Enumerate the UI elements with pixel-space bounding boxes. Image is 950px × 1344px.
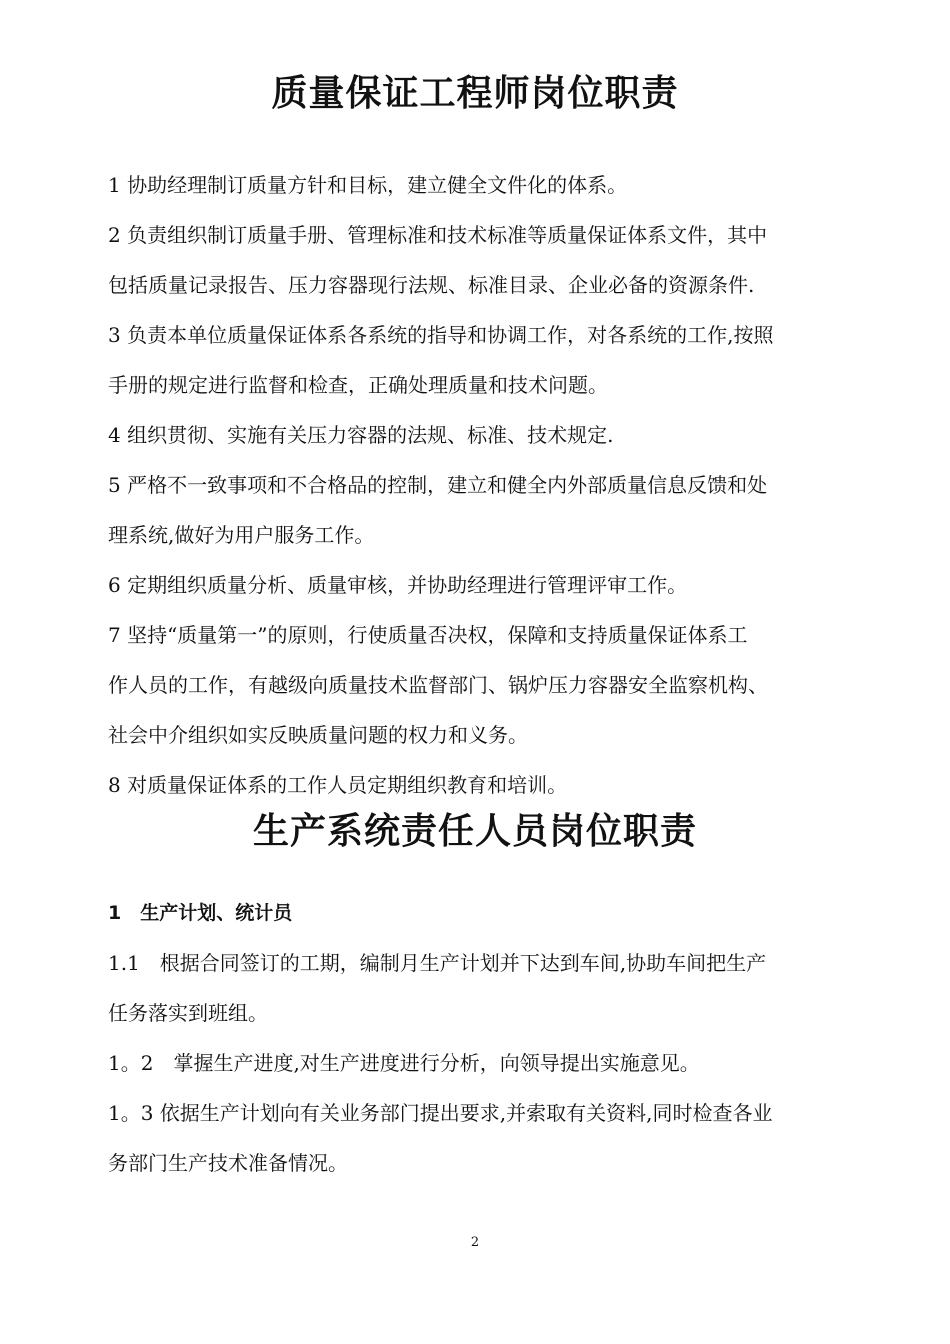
paragraph-line: 包括质量记录报告、压力容器现行法规、标准目录、企业必备的资源条件. — [108, 273, 755, 297]
paragraph-line: 5 严格不一致事项和不合格品的控制，建立和健全内外部质量信息反馈和处 — [108, 473, 768, 497]
section-title-quality-engineer: 质量保证工程师岗位职责 — [271, 73, 679, 114]
paragraph-line: 3 负责本单位质量保证体系各系统的指导和协调工作，对各系统的工作,按照 — [108, 323, 774, 347]
paragraph-line: 任务落实到班组。 — [108, 1001, 268, 1025]
subsection-heading: 1 生产计划、统计员 — [108, 902, 293, 924]
paragraph-line: 1 协助经理制订质量方针和目标，建立健全文件化的体系。 — [108, 173, 628, 197]
paragraph-line: 6 定期组织质量分析、质量审核，并协助经理进行管理评审工作。 — [108, 573, 688, 597]
paragraph-line: 4 组织贯彻、实施有关压力容器的法规、标准、技术规定. — [108, 423, 614, 447]
production-staff-duties — [108, 888, 842, 1188]
paragraph-line: 手册的规定进行监督和检查，正确处理质量和技术问题。 — [108, 373, 608, 397]
paragraph-line: 理系统,做好为用户服务工作。 — [108, 523, 375, 547]
paragraph-line: 社会中介组织如实反映质量问题的权力和义务。 — [108, 723, 528, 747]
paragraph-line: 8 对质量保证体系的工作人员定期组织教育和培训。 — [108, 773, 568, 797]
page-number: 2 — [470, 1235, 480, 1250]
section-title-production-staff: 生产系统责任人员岗位职责 — [252, 811, 697, 852]
paragraph-line: 2 负责组织制订质量手册、管理标准和技术标准等质量保证体系文件，其中 — [108, 223, 768, 247]
paragraph-line: 1。3 依据生产计划向有关业务部门提出要求,并索取有关资料,同时检查各业 — [108, 1101, 773, 1125]
paragraph-line: 1.1 根据合同签订的工期，编制月生产计划并下达到车间,协助车间把生产 — [108, 951, 767, 975]
paragraph-line: 作人员的工作，有越级向质量技术监督部门、锅炉压力容器安全监察机构、 — [108, 673, 768, 697]
paragraph-line: 7 坚持“质量第一”的原则，行使质量否决权，保障和支持质量保证体系工 — [108, 623, 748, 647]
quality-engineer-duties — [108, 160, 842, 810]
paragraph-line: 务部门生产技术准备情况。 — [108, 1151, 348, 1175]
paragraph-line: 1。2 掌握生产进度,对生产进度进行分析，向领导提出实施意见。 — [108, 1051, 700, 1075]
